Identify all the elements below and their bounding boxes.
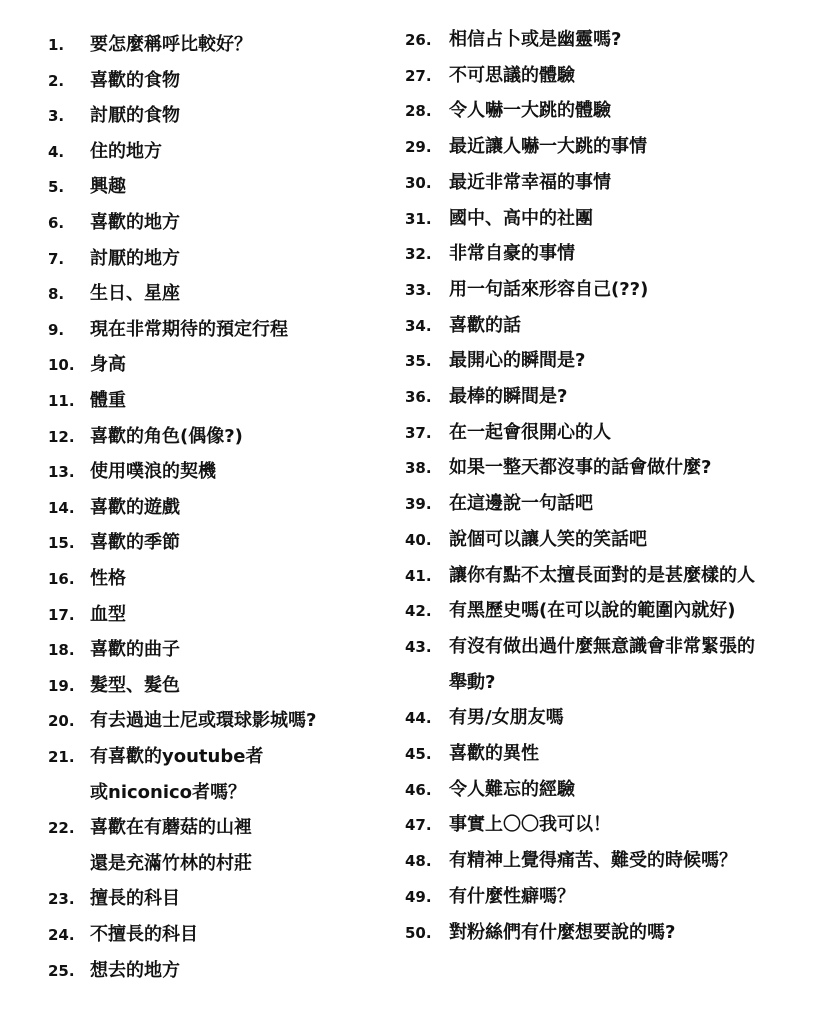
question-text: 最棒的瞬間是?	[449, 386, 568, 407]
question-number: 29.	[405, 138, 432, 157]
question-number: 6.	[48, 214, 65, 232]
question-text: 使用噗浪的契機	[90, 461, 216, 483]
question-text: 不可思議的體驗	[449, 64, 575, 86]
question-number: 49.	[405, 887, 432, 906]
question-number: 39.	[405, 495, 432, 514]
question-text: 不擅長的科目	[90, 924, 198, 945]
question-number: 25.	[48, 961, 75, 980]
question-text: 有喜歡的youtube者	[90, 746, 264, 767]
question-text: 髮型、髮色	[90, 674, 180, 696]
question-number: 40.	[405, 530, 432, 549]
question-number: 36.	[405, 388, 432, 406]
question-text: 有精神上覺得痛苦、難受的時候嗎？	[449, 850, 737, 872]
question-number: 12.	[48, 427, 75, 446]
question-text: 喜歡的角色(偶像?)	[90, 425, 243, 447]
question-number: 16.	[48, 570, 75, 588]
question-number: 32.	[405, 245, 432, 264]
question-number: 38.	[405, 459, 432, 478]
question-text: 體重	[90, 390, 126, 411]
question-text: 喜歡的地方	[90, 212, 180, 233]
question-text-continued: 還是充滿竹林的村莊	[90, 853, 252, 875]
question-text: 討厭的食物	[90, 105, 180, 127]
question-text: 在這邊說一句話吧	[449, 493, 593, 515]
question-text: 喜歡的季節	[90, 532, 180, 554]
question-number: 21.	[48, 748, 75, 766]
question-text-continued: 或niconico者嗎？	[90, 782, 247, 803]
question-number: 9.	[48, 320, 65, 339]
question-text: 喜歡的食物	[90, 69, 180, 91]
question-number: 8.	[48, 285, 65, 304]
question-number: 37.	[405, 423, 432, 442]
question-number: 4.	[48, 142, 65, 161]
question-text: 喜歡的曲子	[90, 639, 180, 661]
question-text: 最近讓人嚇一大跳的事情	[449, 136, 647, 158]
question-number: 41.	[405, 566, 432, 585]
question-text: 擅長的科目	[90, 888, 180, 910]
question-text: 血型	[90, 603, 126, 625]
question-text: 喜歡的遊戲	[90, 496, 180, 518]
question-number: 5.	[48, 178, 65, 197]
question-number: 28.	[405, 102, 432, 121]
question-number: 7.	[48, 249, 65, 268]
question-text: 國中、高中的社團	[449, 207, 593, 229]
question-number: 3.	[48, 107, 65, 126]
question-text: 身高	[90, 354, 126, 376]
question-number: 42.	[405, 602, 432, 621]
question-number: 35.	[405, 352, 432, 371]
question-number: 43.	[405, 637, 432, 656]
question-text: 在一起會很開心的人	[449, 421, 611, 443]
question-number: 22.	[48, 819, 75, 838]
question-text: 用一句話來形容自己(??)	[449, 278, 649, 300]
question-text: 有去過迪士尼或環球影城嗎?	[90, 710, 317, 732]
question-text: 住的地方	[90, 140, 162, 162]
question-number: 27.	[405, 66, 432, 85]
question-text: 喜歡在有蘑菇的山裡	[90, 817, 252, 839]
question-text: 令人嚇一大跳的體驗	[449, 100, 611, 122]
question-number: 47.	[405, 816, 432, 835]
question-text: 有沒有做出過什麼無意識會非常緊張的	[449, 635, 755, 657]
question-text: 生日、星座	[90, 283, 180, 305]
question-number: 24.	[48, 926, 75, 944]
question-number: 46.	[405, 780, 432, 799]
question-text: 讓你有點不太擅長面對的是甚麼樣的人	[449, 564, 755, 586]
question-text: 喜歡的異性	[449, 743, 539, 764]
question-number: 18.	[48, 641, 75, 660]
question-text: 如果一整天都沒事的話會做什麼?	[449, 457, 712, 479]
question-text: 討厭的地方	[90, 247, 180, 269]
question-number: 30.	[405, 173, 432, 192]
question-text: 事實上〇〇我可以！	[449, 814, 611, 836]
question-text: 有什麼性癖嗎？	[449, 885, 575, 907]
question-text: 有黑歷史嗎(在可以說的範圍內就好)	[449, 600, 736, 622]
question-number: 50.	[405, 923, 432, 942]
question-text: 令人難忘的經驗	[449, 778, 575, 800]
question-text: 最開心的瞬間是?	[449, 350, 586, 372]
question-text: 性格	[90, 568, 126, 589]
question-number: 34.	[405, 316, 432, 335]
question-number: 10.	[48, 356, 75, 375]
question-number: 2.	[48, 71, 65, 90]
question-text: 興趣	[90, 176, 126, 198]
question-number: 20.	[48, 712, 75, 731]
question-text: 說個可以讓人笑的笑話吧	[449, 528, 647, 550]
question-text: 對粉絲們有什麼想要說的嗎?	[449, 921, 676, 943]
question-number: 44.	[405, 709, 432, 728]
question-number: 13.	[48, 463, 75, 482]
question-number: 17.	[48, 605, 75, 624]
question-text-continued: 舉動?	[449, 671, 496, 693]
question-number: 15.	[48, 534, 75, 553]
question-number: 14.	[48, 498, 75, 517]
question-text: 現在非常期待的預定行程	[90, 318, 288, 340]
question-text: 有男/女朋友嗎	[449, 707, 564, 729]
question-text: 要怎麼稱呼比較好？	[90, 34, 252, 55]
question-number: 31.	[405, 209, 432, 228]
question-number: 19.	[48, 676, 75, 695]
question-text: 非常自豪的事情	[449, 243, 575, 265]
question-text: 喜歡的話	[449, 314, 521, 336]
question-text: 最近非常幸福的事情	[449, 171, 611, 193]
question-number: 11.	[48, 392, 75, 410]
question-text: 想去的地方	[90, 959, 180, 981]
question-number: 33.	[405, 280, 432, 299]
question-text: 相信占卜或是幽靈嗎?	[449, 29, 622, 50]
question-number: 23.	[48, 890, 75, 909]
question-number: 48.	[405, 852, 432, 871]
question-number: 45.	[405, 745, 432, 763]
question-number: 1.	[48, 36, 65, 54]
question-number: 26.	[405, 31, 432, 49]
